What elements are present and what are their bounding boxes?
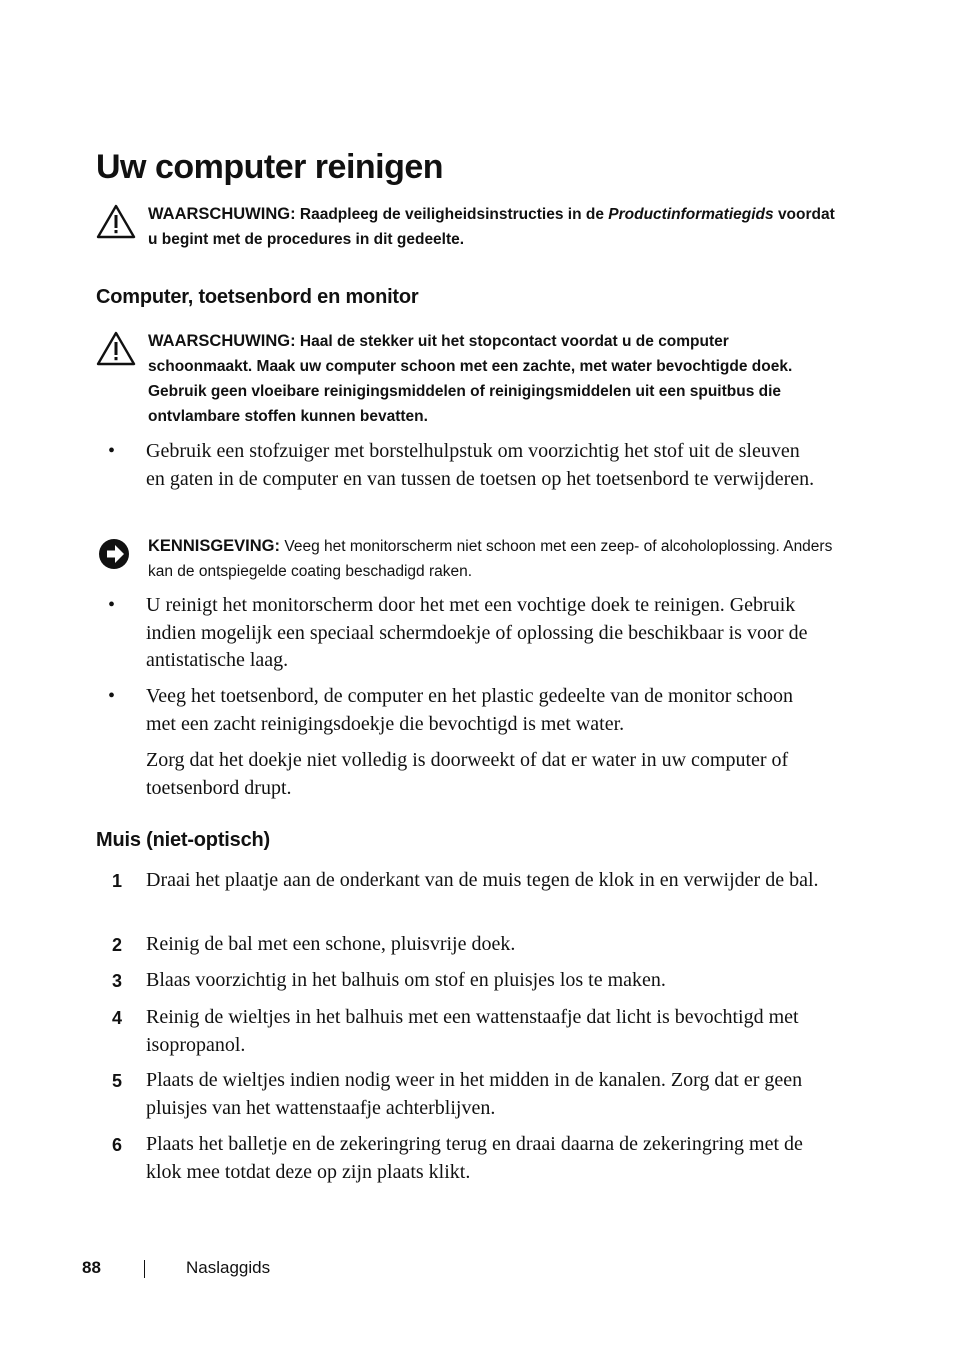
body-paragraph: Zorg dat het doekje niet volledig is doorweekt of dat er water in uw computer of toetsenbord drupt. (146, 749, 789, 799)
notice-text (148, 534, 836, 584)
step-number: 2 (112, 935, 123, 955)
step-text: Blaas voorzichtig in het balhuis om stof en pluisjes los te maken. (146, 969, 666, 991)
step-text: Draai het plaatje aan de onderkant van de muis tegen de klok in en verwijder de bal. (146, 869, 819, 891)
numbered-step (112, 1067, 824, 1122)
notice-label: KENNISGEVING: (148, 537, 281, 555)
warning-note-general (96, 202, 836, 252)
footer-divider (144, 1260, 145, 1278)
step-text: Reinig de wieltjes in het balhuis met een wattenstaafje dat licht is bevochtigd met isopropanol. (146, 1006, 799, 1056)
warning-label: WAARSCHUWING: (148, 205, 296, 223)
warning-triangle-icon (96, 204, 136, 240)
warning-text-reference: Productinformatiegids (608, 206, 774, 223)
footer-doc-title: Naslaggids (186, 1258, 271, 1277)
step-number: 3 (112, 971, 123, 991)
bullet-mark: • (108, 440, 116, 462)
page-number: 88 (82, 1258, 101, 1277)
list-item-text: Gebruik een stofzuiger met borstelhulpstuk om voorzichtig het stof uit de sleuven en gaten in de computer en van tussen de toetsen op het toetsenbord te verwijderen. (146, 440, 815, 490)
notice-arrow-icon (96, 536, 136, 572)
bullet-mark: • (108, 685, 116, 707)
step-text: Reinig de bal met een schone, pluisvrije doek. (146, 933, 516, 955)
warning-text (148, 202, 836, 252)
warning-text (148, 329, 836, 429)
numbered-step (112, 931, 824, 959)
numbered-step (112, 867, 824, 895)
section-heading-mouse: Muis (niet-optisch) (96, 829, 270, 851)
step-number: 5 (112, 1071, 123, 1091)
warning-note-unplug (96, 329, 836, 429)
numbered-step (112, 1131, 824, 1186)
step-number: 4 (112, 1008, 123, 1028)
warning-triangle-icon (96, 331, 136, 367)
step-number: 1 (112, 871, 123, 891)
list-item-text: U reinigt het monitorscherm door het met een vochtige doek te reinigen. Gebruik indien mogelijk een speciaal schermdoekje of oplossing die beschikbaar is voor de antistatische laag. (146, 594, 808, 671)
step-text: Plaats het balletje en de zekeringring terug en draai daarna de zekeringring met de klok mee totdat deze op zijn plaats klikt. (146, 1133, 803, 1183)
bullet-mark: • (108, 594, 116, 616)
section-heading-computer: Computer, toetsenbord en monitor (96, 286, 419, 308)
warning-text-after: voordat u begint met de procedures in dit gedeelte. (148, 206, 835, 248)
warning-text-before: Raadpleeg de veiligheidsinstructies in de (299, 206, 604, 223)
list-item-text: Veeg het toetsenbord, de computer en het plastic gedeelte van de monitor schoon met een zacht reinigingsdoekje die bevochtigd is met water. (146, 685, 794, 735)
notice-body: Veeg het monitorscherm niet schoon met een zeep- of alcoholoplossing. Anders kan de ontspiegelde coating beschadigd raken. (148, 538, 833, 580)
step-number: 6 (112, 1135, 123, 1155)
list-item (108, 592, 823, 675)
numbered-step (112, 967, 824, 995)
page-title: Uw computer reinigen (96, 148, 444, 186)
warning-body: Haal de stekker uit het stopcontact voordat u de computer schoonmaakt. Maak uw computer schoon met een zachte, met water bevochtigde doek. Gebruik geen vloeibare reinigingsmiddelen of reinigingsmiddelen uit een spuitbus die ontvlambare stoffen kunnen bevatten. (148, 333, 793, 425)
list-item (108, 683, 823, 738)
warning-label: WAARSCHUWING: (148, 332, 296, 350)
notice-note (96, 534, 836, 584)
numbered-step (112, 1004, 824, 1059)
list-item (108, 438, 823, 493)
step-text: Plaats de wieltjes indien nodig weer in het midden in de kanalen. Zorg dat er geen pluisjes van het wattenstaafje achterblijven. (146, 1069, 803, 1119)
